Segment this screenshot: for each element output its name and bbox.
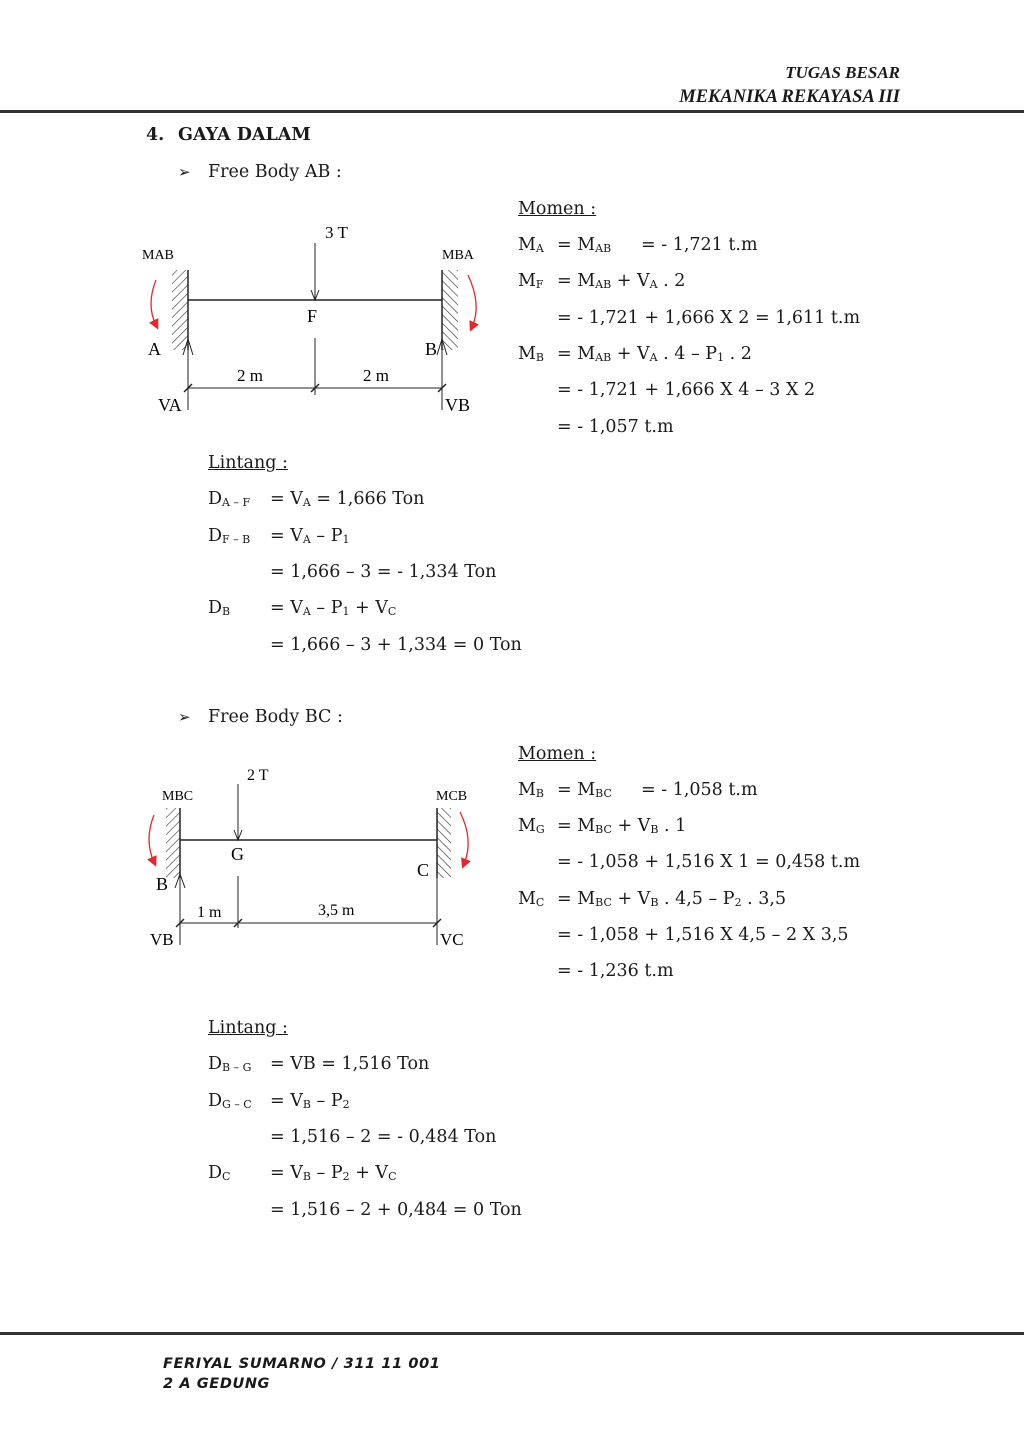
- header-title: TUGAS BESAR: [785, 63, 900, 82]
- bc-momen-line-3: = - 1,058 + 1,516 X 1 = 0,458 t.m: [557, 852, 861, 872]
- bc-load-label: 2 T: [247, 767, 269, 784]
- bc-wall-left: [166, 808, 180, 878]
- ab-momen-line-1: MA: [518, 235, 544, 255]
- bc-diagram: [130, 760, 510, 955]
- section-number: 4.: [146, 125, 165, 145]
- bc-momen-mb-value: = - 1,058 t.m: [641, 780, 758, 800]
- bc-lintang-line-2: DG – C: [208, 1091, 252, 1111]
- bc-momen-title: Momen :: [518, 744, 597, 764]
- bc-wall-right: [437, 808, 451, 878]
- ab-momen-line-3: = - 1,721 + 1,666 X 2 = 1,611 t.m: [557, 308, 861, 328]
- ab-point-a: A: [148, 339, 161, 359]
- ab-heading: Free Body AB :: [208, 162, 342, 182]
- bc-lintang-line-1: DB – G: [208, 1054, 252, 1074]
- ab-lintang-line-2: DF – B: [208, 526, 251, 546]
- footer-author: FERIYAL SUMARNO / 311 11 001: [163, 1356, 441, 1372]
- bc-lintang-line-5: = 1,516 – 2 + 0,484 = 0 Ton: [270, 1200, 522, 1220]
- ab-momen-line-4: MB: [518, 344, 545, 364]
- bullet-arrow-icon: ➢: [178, 708, 191, 726]
- bc-point-g: G: [231, 844, 244, 864]
- ab-wall-left: [172, 270, 188, 350]
- bc-moment-left-label: MBC: [162, 789, 194, 804]
- bc-momen-line-2: MG: [518, 816, 545, 836]
- ab-reaction-va: VA: [158, 395, 182, 415]
- header-subtitle: MEKANIKA REKAYASA III: [679, 87, 900, 107]
- bc-momen-line-1: MB: [518, 780, 545, 800]
- ab-lintang-line-3: = 1,666 – 3 = - 1,334 Ton: [270, 562, 497, 582]
- bc-reaction-vc: VC: [440, 930, 464, 949]
- ab-point-f: F: [307, 306, 318, 326]
- bc-span-right: 3,5 m: [318, 902, 355, 919]
- bc-span-left: 1 m: [197, 904, 222, 921]
- ab-lintang-line-5: = 1,666 – 3 + 1,334 = 0 Ton: [270, 635, 522, 655]
- bc-moment-right-label: MCB: [436, 789, 468, 804]
- bc-momen-line-4: MC: [518, 889, 545, 909]
- ab-moment-right-label: MBA: [442, 248, 474, 263]
- bc-momen-line-6: = - 1,236 t.m: [557, 961, 674, 981]
- ab-momen-line-6: = - 1,057 t.m: [557, 417, 674, 437]
- footer-rule: [0, 1332, 1024, 1335]
- ab-load-label: 3 T: [325, 223, 348, 242]
- ab-moment-right-arrow: [468, 275, 476, 327]
- bc-moment-right-arrow: [460, 812, 468, 864]
- bullet-arrow-icon: ➢: [178, 163, 191, 181]
- ab-lintang-line-1: DA – F: [208, 489, 251, 509]
- bc-momen-line-5: = - 1,058 + 1,516 X 4,5 – 2 X 3,5: [557, 925, 849, 945]
- ab-point-b: B: [425, 339, 438, 359]
- section-title: GAYA DALAM: [178, 125, 311, 145]
- ab-moment-left-arrow: [151, 280, 156, 325]
- bc-heading: Free Body BC :: [208, 707, 343, 727]
- bc-moment-left-arrow: [149, 815, 154, 862]
- ab-lintang-title: Lintang :: [208, 453, 288, 473]
- bc-lintang-title: Lintang :: [208, 1018, 288, 1038]
- ab-moment-left-label: MAB: [142, 248, 174, 263]
- ab-momen-line-2: MF: [518, 271, 544, 291]
- footer-class: 2 A GEDUNG: [163, 1376, 271, 1392]
- ab-lintang-line-4: DB: [208, 598, 231, 618]
- ab-wall-right: [442, 270, 458, 350]
- ab-momen-line-5: = - 1,721 + 1,666 X 4 – 3 X 2: [557, 380, 816, 400]
- ab-momen-title: Momen :: [518, 199, 597, 219]
- header-rule: [0, 110, 1024, 113]
- ab-reaction-vb: VB: [445, 395, 471, 415]
- ab-momen-ma-value: = - 1,721 t.m: [641, 235, 758, 255]
- bc-lintang-line-3: = 1,516 – 2 = - 0,484 Ton: [270, 1127, 497, 1147]
- bc-point-c: C: [417, 860, 430, 880]
- ab-span-left: 2 m: [237, 366, 263, 385]
- ab-span-right: 2 m: [363, 366, 389, 385]
- bc-point-b: B: [156, 874, 169, 894]
- ab-diagram: [130, 215, 510, 420]
- bc-reaction-vb: VB: [150, 930, 174, 949]
- bc-lintang-line-4: DC: [208, 1163, 231, 1183]
